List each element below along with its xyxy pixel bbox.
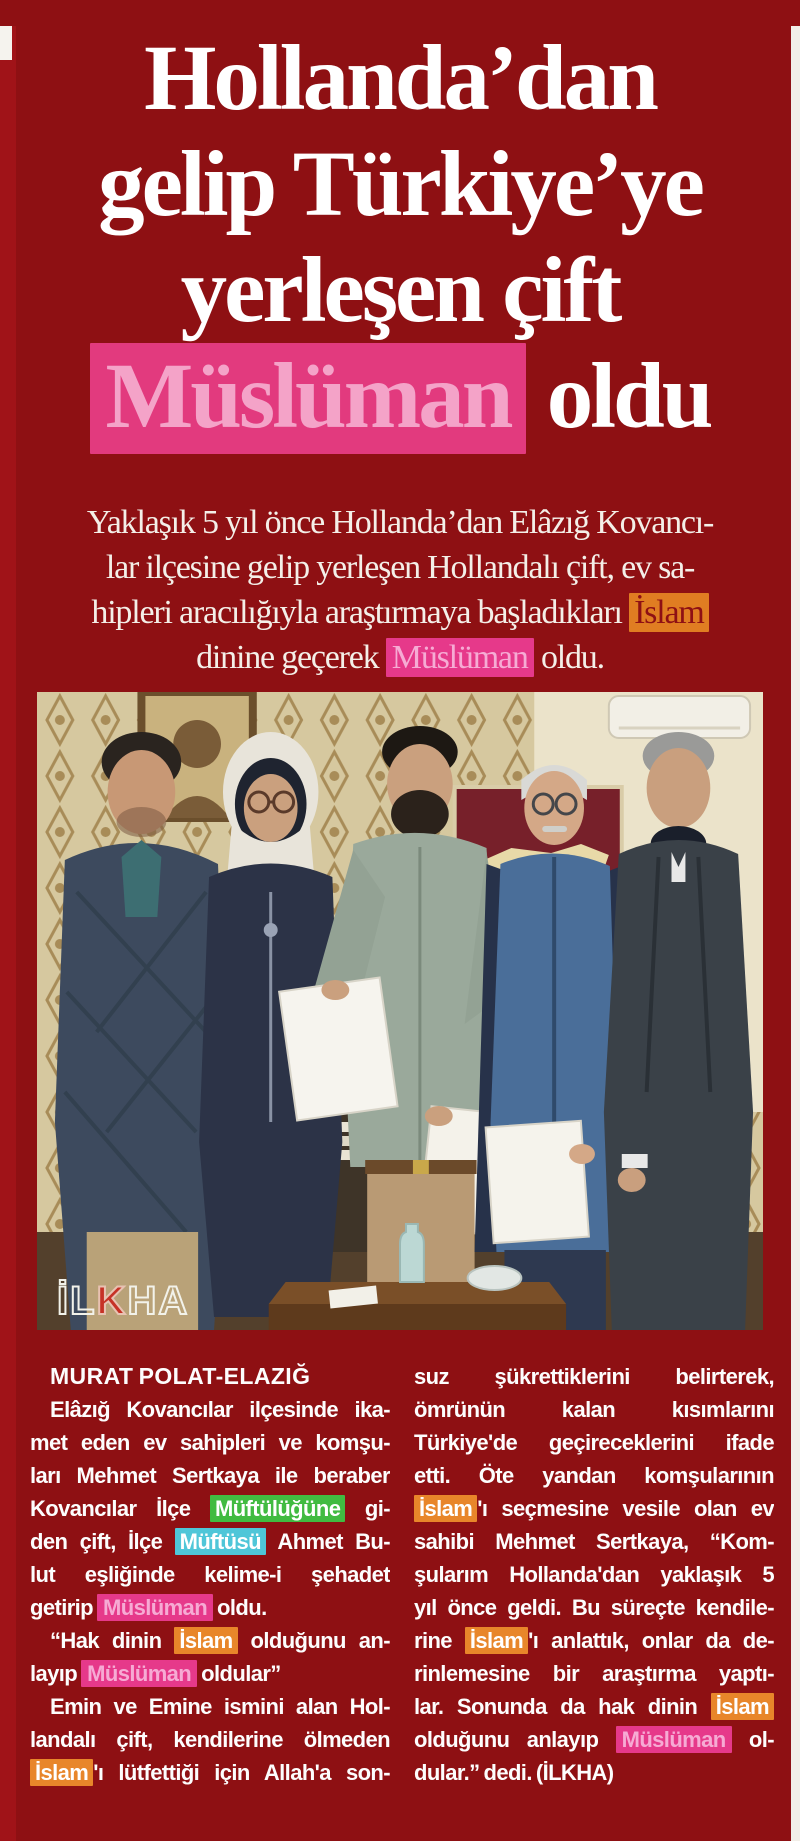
newspaper-clipping xyxy=(0,26,800,1841)
text-line xyxy=(30,1393,390,1426)
text-segment: rine xyxy=(414,1628,465,1653)
text-segment: yerleşen çift xyxy=(180,239,620,342)
text-segment: Elâzığ Kovancılar ilçesinde ika- xyxy=(50,1397,390,1422)
text-line xyxy=(24,500,776,545)
text-line xyxy=(30,1558,390,1591)
text-segment: layıp xyxy=(30,1661,82,1686)
text-segment: 'ı seçmesine vesile olan ev xyxy=(477,1496,774,1521)
text-segment: 'ı anlattık, onlar da de- xyxy=(528,1628,774,1653)
highlight-orange: İslam xyxy=(414,1495,477,1522)
article-photo xyxy=(37,692,763,1330)
text-segment: rinlemesine bir araştırma yaptı- xyxy=(414,1661,774,1686)
left-column xyxy=(30,1360,390,1789)
text-segment: lut eşliğinde kelime-i şehadet xyxy=(30,1562,390,1587)
air-conditioner xyxy=(609,696,750,738)
text-line xyxy=(30,1756,390,1789)
text-segment: suz şükrettiklerini belirterek, xyxy=(414,1364,774,1389)
text-line xyxy=(414,1360,774,1393)
text-segment: met eden ev sahipleri ve komşu- xyxy=(30,1430,390,1455)
text-segment: etti. Öte yandan komşularının xyxy=(414,1463,774,1488)
text-segment: 'ı lütfettiği için Allah'a son- xyxy=(93,1760,390,1785)
text-segment: hipleri aracılığıyla araştırmaya başladıkları xyxy=(91,594,630,631)
text-segment: ları Mehmet Sertkaya ile beraber xyxy=(30,1463,390,1488)
text-segment: dinine geçerek xyxy=(196,639,386,676)
text-segment: Emin ve Emine ismini alan Hol- xyxy=(50,1694,390,1719)
text-segment: Yaklaşık 5 yıl önce Hollanda’dan Elâzığ Kovancı- xyxy=(86,504,714,541)
text-line xyxy=(414,1690,774,1723)
right-column xyxy=(414,1360,774,1789)
text-line xyxy=(10,344,790,450)
text-line xyxy=(24,545,776,590)
text-segment: oldu. xyxy=(213,1595,267,1620)
ilkha-watermark xyxy=(57,1279,189,1324)
text-segment: olduğunu anlayıp xyxy=(414,1727,616,1752)
highlight-pink: Müslüman xyxy=(386,638,534,677)
highlight-pink: Müslüman xyxy=(81,1660,197,1687)
text-segment: olduğunu an- xyxy=(237,1628,390,1653)
text-segment: gelip Türkiye’ye xyxy=(98,133,702,236)
text-segment: dular.” dedi. (İLKHA) xyxy=(414,1760,614,1785)
text-line xyxy=(414,1657,774,1690)
highlight-pink: Müslüman xyxy=(616,1726,732,1753)
text-line xyxy=(30,1690,390,1723)
text-segment: Ahmet Bu- xyxy=(265,1529,390,1554)
text-line xyxy=(30,1426,390,1459)
text-line xyxy=(414,1459,774,1492)
text-segment: sahibi Mehmet Sertkaya, “Kom- xyxy=(414,1529,774,1554)
highlight-orange: İslam xyxy=(174,1627,237,1654)
text-segment: den çift, İlçe xyxy=(30,1529,175,1554)
highlight-orange: İslam xyxy=(30,1759,93,1786)
highlight-pink: Müslüman xyxy=(90,343,527,454)
highlight-orange-dark: İslam xyxy=(629,593,709,632)
text-line xyxy=(414,1492,774,1525)
text-segment: “Hak dinin xyxy=(50,1628,175,1653)
article-body xyxy=(0,1360,800,1789)
text-line xyxy=(30,1723,390,1756)
text-segment: lar ilçesine gelip yerleşen Hollandalı çift, ev sa- xyxy=(105,549,695,586)
text-segment: ol- xyxy=(731,1727,774,1752)
highlight-orange: İslam xyxy=(711,1693,774,1720)
text-line xyxy=(30,1492,390,1525)
text-segment: getirip xyxy=(30,1595,98,1620)
text-segment: MURAT POLAT-ELAZIĞ xyxy=(50,1363,311,1389)
text-line xyxy=(10,132,790,238)
text-line xyxy=(414,1558,774,1591)
text-segment: şularım Hollanda'dan yaklaşık 5 xyxy=(414,1562,774,1587)
text-line xyxy=(30,1624,390,1657)
text-segment: Türkiye'de geçireceklerini ifade xyxy=(414,1430,774,1455)
text-segment: gi- xyxy=(345,1496,390,1521)
text-segment: Hollanda’dan xyxy=(144,27,656,130)
text-segment: oldu. xyxy=(533,639,604,676)
text-segment: Kovancılar İlçe xyxy=(30,1496,210,1521)
text-line xyxy=(30,1459,390,1492)
text-segment: HA xyxy=(127,1279,190,1323)
text-segment: İL xyxy=(57,1279,97,1323)
text-line xyxy=(414,1426,774,1459)
text-segment: lar. Sonunda da hak dinin xyxy=(414,1694,711,1719)
text-line xyxy=(24,635,776,680)
text-segment: oldu xyxy=(526,345,711,448)
text-line xyxy=(414,1591,774,1624)
highlight-wm-red: K xyxy=(96,1279,128,1323)
text-line xyxy=(414,1756,774,1789)
right-edge-strip xyxy=(791,26,800,1841)
text-line xyxy=(10,26,790,132)
text-line xyxy=(30,1657,390,1690)
text-line xyxy=(414,1723,774,1756)
text-line xyxy=(30,1525,390,1558)
highlight-green: Müftülüğüne xyxy=(210,1495,345,1522)
text-segment: ömrünün kalan kısımlarını xyxy=(414,1397,774,1422)
text-line xyxy=(414,1393,774,1426)
text-segment: landalı çift, kendilerine ölmeden xyxy=(30,1727,390,1752)
headline xyxy=(10,26,790,450)
text-line xyxy=(30,1591,390,1624)
text-line xyxy=(10,238,790,344)
text-segment: oldular” xyxy=(197,1661,281,1686)
text-segment: yıl önce geldi. Bu süreçte kendile- xyxy=(414,1595,774,1620)
text-line xyxy=(414,1525,774,1558)
highlight-cyan: Müftüsü xyxy=(175,1528,266,1555)
text-line xyxy=(24,590,776,635)
highlight-orange: İslam xyxy=(465,1627,528,1654)
byline xyxy=(30,1360,390,1393)
text-line xyxy=(414,1624,774,1657)
photo-illustration xyxy=(37,692,763,1330)
highlight-pink: Müslüman xyxy=(97,1594,213,1621)
subheadline xyxy=(24,500,776,680)
